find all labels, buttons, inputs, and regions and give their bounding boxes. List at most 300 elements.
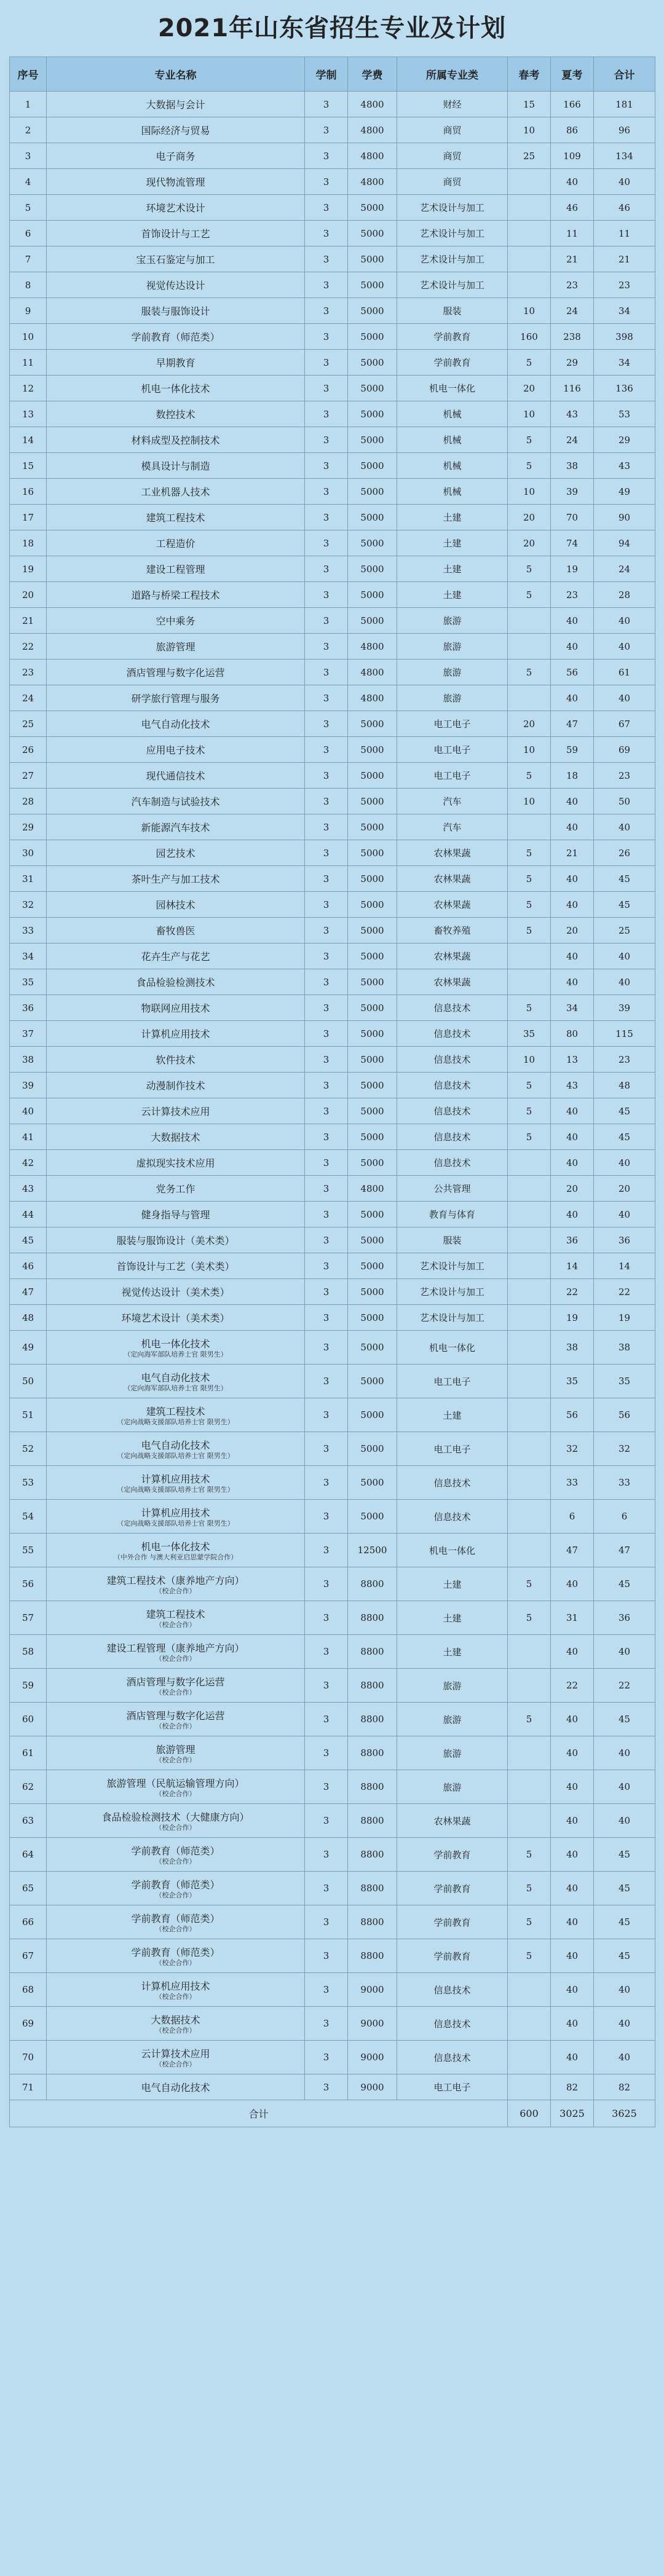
total-cell: 21 <box>594 246 655 272</box>
page-title: 2021年山东省招生专业及计划 <box>157 14 507 42</box>
major-name: 建设工程管理（康养地产方向） <box>106 1642 245 1654</box>
major-name: 建筑工程技术 <box>146 1406 205 1417</box>
major-name: 电气自动化技术 <box>141 1440 210 1451</box>
total-cell: 36 <box>594 1601 655 1635</box>
category-cell: 机械 <box>397 427 508 453</box>
table-row <box>10 1804 655 1838</box>
category-cell: 土建 <box>397 582 508 608</box>
major-name-cell <box>47 246 305 272</box>
duration-cell: 3 <box>305 1098 348 1124</box>
major-name: 视觉传达设计（美术类） <box>121 1286 230 1298</box>
major-name: 计算机应用技术 <box>141 1507 210 1519</box>
duration-cell: 3 <box>305 1365 348 1398</box>
spring-cell <box>508 1736 551 1770</box>
major-name: 新能源汽车技术 <box>141 822 210 833</box>
major-name-cell <box>47 169 305 195</box>
spring-cell: 5 <box>508 556 551 582</box>
spring-cell <box>508 195 551 221</box>
major-name: 学前教育（师范类） <box>131 1879 220 1891</box>
spring-cell <box>508 608 551 634</box>
duration-cell: 3 <box>305 969 348 995</box>
major-name-cell <box>47 1398 305 1432</box>
duration-cell: 3 <box>305 246 348 272</box>
major-name: 云计算技术应用 <box>141 2048 210 2060</box>
fee-cell: 8800 <box>348 1770 397 1804</box>
fee-cell: 5000 <box>348 1124 397 1150</box>
total-cell: 6 <box>594 1500 655 1534</box>
table-row <box>10 1567 655 1601</box>
duration-cell: 3 <box>305 1305 348 1331</box>
fee-cell: 4800 <box>348 117 397 143</box>
major-name-cell <box>47 1703 305 1736</box>
duration-cell: 3 <box>305 2041 348 2074</box>
duration-cell: 3 <box>305 1872 348 1905</box>
duration-cell: 3 <box>305 582 348 608</box>
major-name: 旅游管理 <box>156 641 196 653</box>
row-no-cell: 44 <box>10 1202 47 1227</box>
major-note: （校企合作） <box>155 1824 196 1832</box>
category-cell: 信息技术 <box>397 1466 508 1500</box>
table-row <box>10 1202 655 1227</box>
fee-cell: 5000 <box>348 221 397 246</box>
major-name: 环境艺术设计 <box>146 202 205 214</box>
fee-cell: 5000 <box>348 969 397 995</box>
major-note: （校企合作） <box>155 2027 196 2034</box>
category-cell: 旅游 <box>397 608 508 634</box>
table-row <box>10 892 655 918</box>
table-row <box>10 1669 655 1703</box>
fee-cell: 5000 <box>348 556 397 582</box>
fee-cell: 5000 <box>348 1279 397 1305</box>
total-cell: 40 <box>594 1150 655 1176</box>
category-cell: 艺术设计与加工 <box>397 195 508 221</box>
row-no-cell: 27 <box>10 763 47 789</box>
major-name-cell <box>47 1021 305 1047</box>
summer-cell: 23 <box>551 272 594 298</box>
spring-cell <box>508 1635 551 1669</box>
duration-cell: 3 <box>305 221 348 246</box>
category-cell: 农林果蔬 <box>397 866 508 892</box>
row-no-cell: 30 <box>10 840 47 866</box>
row-no-cell: 40 <box>10 1098 47 1124</box>
spring-cell <box>508 634 551 660</box>
major-name-cell <box>47 1736 305 1770</box>
spring-cell <box>508 1534 551 1567</box>
spring-cell: 15 <box>508 92 551 117</box>
enrollment-table <box>9 57 655 2127</box>
row-no-cell: 49 <box>10 1331 47 1365</box>
summer-cell: 40 <box>551 2007 594 2041</box>
spring-cell: 5 <box>508 995 551 1021</box>
category-cell: 土建 <box>397 1601 508 1635</box>
duration-cell: 3 <box>305 892 348 918</box>
fee-cell: 5000 <box>348 711 397 737</box>
header-row <box>10 57 655 92</box>
major-name: 酒店管理与数字化运营 <box>126 667 225 679</box>
row-no-cell: 7 <box>10 246 47 272</box>
fee-cell: 5000 <box>348 1073 397 1098</box>
table-row <box>10 995 655 1021</box>
major-name-cell <box>47 1176 305 1202</box>
major-name: 学前教育（师范类） <box>131 1913 220 1924</box>
major-name-cell <box>47 376 305 401</box>
major-name: 电气自动化技术 <box>141 719 210 730</box>
row-no-cell: 60 <box>10 1703 47 1736</box>
category-cell: 信息技术 <box>397 1124 508 1150</box>
table-row <box>10 1176 655 1202</box>
summer-cell: 40 <box>551 1202 594 1227</box>
row-no-cell: 32 <box>10 892 47 918</box>
row-no-cell: 52 <box>10 1432 47 1466</box>
summer-cell: 40 <box>551 685 594 711</box>
duration-cell: 3 <box>305 943 348 969</box>
table-row <box>10 1939 655 1973</box>
major-name-cell <box>47 1365 305 1398</box>
row-no-cell: 46 <box>10 1253 47 1279</box>
row-no-cell: 66 <box>10 1905 47 1939</box>
duration-cell: 3 <box>305 660 348 685</box>
category-cell: 电工电子 <box>397 1432 508 1466</box>
total-cell: 33 <box>594 1466 655 1500</box>
summer-cell: 22 <box>551 1279 594 1305</box>
total-cell: 69 <box>594 737 655 763</box>
summer-cell: 13 <box>551 1047 594 1073</box>
summer-cell: 19 <box>551 1305 594 1331</box>
total-cell: 19 <box>594 1305 655 1331</box>
fee-cell: 5000 <box>348 1227 397 1253</box>
row-no-cell: 19 <box>10 556 47 582</box>
spring-cell <box>508 943 551 969</box>
fee-cell: 5000 <box>348 737 397 763</box>
spring-cell <box>508 1202 551 1227</box>
category-cell: 汽车 <box>397 814 508 840</box>
total-cell: 23 <box>594 272 655 298</box>
table-row <box>10 1253 655 1279</box>
major-note: （校企合作） <box>155 2060 196 2068</box>
category-cell: 商贸 <box>397 169 508 195</box>
total-row <box>10 2100 655 2127</box>
table-row <box>10 1098 655 1124</box>
category-cell: 旅游 <box>397 1770 508 1804</box>
fee-cell: 8800 <box>348 1905 397 1939</box>
fee-cell: 8800 <box>348 1669 397 1703</box>
summer-cell: 43 <box>551 1073 594 1098</box>
table-row <box>10 840 655 866</box>
duration-cell: 3 <box>305 1253 348 1279</box>
major-note: （中外合作 与澳大利亚启思蒙学院合作） <box>113 1553 238 1561</box>
row-no-cell: 17 <box>10 505 47 530</box>
fee-cell: 5000 <box>348 272 397 298</box>
fee-cell: 5000 <box>348 376 397 401</box>
category-cell: 信息技术 <box>397 995 508 1021</box>
row-no-cell: 13 <box>10 401 47 427</box>
table-row <box>10 1466 655 1500</box>
major-name-cell <box>47 1073 305 1098</box>
row-no-cell: 51 <box>10 1398 47 1432</box>
row-no-cell: 69 <box>10 2007 47 2041</box>
summer-cell: 38 <box>551 453 594 479</box>
header-cell-fee: 学费 <box>348 57 397 92</box>
major-name-cell <box>47 660 305 685</box>
major-name-cell <box>47 350 305 376</box>
spring-cell <box>508 2007 551 2041</box>
summer-cell: 40 <box>551 1150 594 1176</box>
summer-cell: 40 <box>551 1098 594 1124</box>
major-note: （校企合作） <box>155 1688 196 1696</box>
summer-cell: 20 <box>551 918 594 943</box>
category-cell: 电工电子 <box>397 711 508 737</box>
table-row <box>10 1770 655 1804</box>
table-row <box>10 969 655 995</box>
duration-cell: 3 <box>305 1124 348 1150</box>
category-cell: 机械 <box>397 453 508 479</box>
total-cell: 67 <box>594 711 655 737</box>
duration-cell: 3 <box>305 1202 348 1227</box>
major-note: （定向战略支援部队培养士官 限男生） <box>117 1418 234 1426</box>
row-no-cell: 59 <box>10 1669 47 1703</box>
row-no-cell: 39 <box>10 1073 47 1098</box>
total-cell: 134 <box>594 143 655 169</box>
duration-cell: 3 <box>305 401 348 427</box>
major-name-cell <box>47 117 305 143</box>
category-cell: 财经 <box>397 92 508 117</box>
total-all: 3625 <box>594 2100 655 2127</box>
major-name: 服装与服饰设计（美术类） <box>116 1235 235 1247</box>
row-no-cell: 2 <box>10 117 47 143</box>
summer-cell: 40 <box>551 814 594 840</box>
fee-cell: 5000 <box>348 298 397 324</box>
category-cell: 机电一体化 <box>397 376 508 401</box>
major-name: 首饰设计与工艺 <box>141 228 210 240</box>
table-row <box>10 737 655 763</box>
major-name-cell <box>47 995 305 1021</box>
category-cell: 电工电子 <box>397 763 508 789</box>
category-cell: 艺术设计与加工 <box>397 1279 508 1305</box>
category-cell: 商贸 <box>397 117 508 143</box>
summer-cell: 40 <box>551 169 594 195</box>
major-name-cell <box>47 2074 305 2100</box>
spring-cell: 20 <box>508 376 551 401</box>
category-cell: 旅游 <box>397 1736 508 1770</box>
category-cell: 学前教育 <box>397 1872 508 1905</box>
fee-cell: 9000 <box>348 1973 397 2007</box>
total-cell: 45 <box>594 1905 655 1939</box>
summer-cell: 109 <box>551 143 594 169</box>
category-cell: 信息技术 <box>397 1500 508 1534</box>
major-name: 应用电子技术 <box>146 744 205 756</box>
major-note: （校企合作） <box>155 1756 196 1764</box>
duration-cell: 3 <box>305 1279 348 1305</box>
major-name-cell <box>47 582 305 608</box>
total-cell: 40 <box>594 1973 655 2007</box>
spring-cell: 10 <box>508 401 551 427</box>
major-name-cell <box>47 1227 305 1253</box>
spring-cell: 5 <box>508 1905 551 1939</box>
table-row <box>10 1047 655 1073</box>
total-cell: 45 <box>594 1098 655 1124</box>
table-row <box>10 1635 655 1669</box>
total-cell: 96 <box>594 117 655 143</box>
major-name: 环境艺术设计（美术类） <box>121 1312 230 1324</box>
major-name: 研学旅行管理与服务 <box>131 693 220 704</box>
total-cell: 50 <box>594 789 655 814</box>
spring-cell <box>508 1432 551 1466</box>
major-name-cell <box>47 1150 305 1176</box>
total-cell: 181 <box>594 92 655 117</box>
category-cell: 商贸 <box>397 143 508 169</box>
major-name-cell <box>47 2007 305 2041</box>
table-row <box>10 376 655 401</box>
major-name-cell <box>47 711 305 737</box>
table-row <box>10 530 655 556</box>
table-row <box>10 1973 655 2007</box>
row-no-cell: 12 <box>10 376 47 401</box>
fee-cell: 8800 <box>348 1567 397 1601</box>
duration-cell: 3 <box>305 737 348 763</box>
duration-cell: 3 <box>305 1736 348 1770</box>
summer-cell: 40 <box>551 1124 594 1150</box>
table-row <box>10 2041 655 2074</box>
major-name: 建筑工程技术（康养地产方向） <box>106 1575 245 1586</box>
row-no-cell: 4 <box>10 169 47 195</box>
summer-cell: 11 <box>551 221 594 246</box>
table-row <box>10 1703 655 1736</box>
fee-cell: 4800 <box>348 169 397 195</box>
duration-cell: 3 <box>305 530 348 556</box>
header-cell-category: 所属专业类 <box>397 57 508 92</box>
spring-cell: 5 <box>508 660 551 685</box>
fee-cell: 8800 <box>348 1635 397 1669</box>
duration-cell: 3 <box>305 608 348 634</box>
row-no-cell: 31 <box>10 866 47 892</box>
fee-cell: 5000 <box>348 943 397 969</box>
row-no-cell: 63 <box>10 1804 47 1838</box>
major-name: 虚拟现实技术应用 <box>136 1157 215 1169</box>
category-cell: 教育与体育 <box>397 1202 508 1227</box>
category-cell: 农林果蔬 <box>397 1804 508 1838</box>
major-name: 茶叶生产与加工技术 <box>131 873 220 885</box>
major-name: 汽车制造与试验技术 <box>131 796 220 808</box>
duration-cell: 3 <box>305 2007 348 2041</box>
total-cell: 22 <box>594 1669 655 1703</box>
fee-cell: 4800 <box>348 1176 397 1202</box>
row-no-cell: 37 <box>10 1021 47 1047</box>
total-cell: 40 <box>594 1804 655 1838</box>
total-cell: 45 <box>594 892 655 918</box>
major-name: 服装与服饰设计 <box>141 305 210 317</box>
category-cell: 学前教育 <box>397 1838 508 1872</box>
table-row <box>10 453 655 479</box>
row-no-cell: 18 <box>10 530 47 556</box>
duration-cell: 3 <box>305 324 348 350</box>
spring-cell: 5 <box>508 866 551 892</box>
row-no-cell: 16 <box>10 479 47 505</box>
major-name: 建设工程管理 <box>146 564 205 575</box>
summer-cell: 36 <box>551 1227 594 1253</box>
major-name: 材料成型及控制技术 <box>131 435 220 446</box>
duration-cell: 3 <box>305 1500 348 1534</box>
total-cell: 26 <box>594 840 655 866</box>
duration-cell: 3 <box>305 840 348 866</box>
major-name: 计算机应用技术 <box>141 1473 210 1485</box>
header-cell-spring: 春考 <box>508 57 551 92</box>
summer-cell: 21 <box>551 246 594 272</box>
summer-cell: 14 <box>551 1253 594 1279</box>
major-note: （校企合作） <box>155 1925 196 1933</box>
major-name: 现代物流管理 <box>146 176 205 188</box>
summer-cell: 32 <box>551 1432 594 1466</box>
major-name: 机电一体化技术 <box>141 1541 210 1553</box>
total-cell: 40 <box>594 685 655 711</box>
summer-cell: 40 <box>551 1939 594 1973</box>
table-body <box>10 92 655 2100</box>
fee-cell: 8800 <box>348 1939 397 1973</box>
duration-cell: 3 <box>305 1176 348 1202</box>
fee-cell: 5000 <box>348 1202 397 1227</box>
fee-cell: 5000 <box>348 401 397 427</box>
spring-cell <box>508 1150 551 1176</box>
summer-cell: 166 <box>551 92 594 117</box>
fee-cell: 5000 <box>348 814 397 840</box>
duration-cell: 3 <box>305 711 348 737</box>
total-cell: 25 <box>594 918 655 943</box>
summer-cell: 34 <box>551 995 594 1021</box>
fee-cell: 5000 <box>348 1253 397 1279</box>
fee-cell: 4800 <box>348 634 397 660</box>
row-no-cell: 47 <box>10 1279 47 1305</box>
fee-cell: 8800 <box>348 1838 397 1872</box>
major-name: 电气自动化技术 <box>141 2082 210 2093</box>
spring-cell: 20 <box>508 505 551 530</box>
major-note: （定向战略支援部队培养士官 限男生） <box>117 1519 234 1527</box>
fee-cell: 5000 <box>348 1021 397 1047</box>
major-name: 酒店管理与数字化运营 <box>126 1676 225 1688</box>
total-cell: 23 <box>594 1047 655 1073</box>
row-no-cell: 8 <box>10 272 47 298</box>
summer-cell: 40 <box>551 866 594 892</box>
duration-cell: 3 <box>305 376 348 401</box>
table-row <box>10 789 655 814</box>
duration-cell: 3 <box>305 1838 348 1872</box>
summer-cell: 40 <box>551 1973 594 2007</box>
summer-cell: 40 <box>551 608 594 634</box>
spring-cell <box>508 814 551 840</box>
major-note: （校企合作） <box>155 1621 196 1629</box>
major-name: 道路与桥梁工程技术 <box>131 589 220 601</box>
fee-cell: 8800 <box>348 1736 397 1770</box>
row-no-cell: 65 <box>10 1872 47 1905</box>
total-cell: 398 <box>594 324 655 350</box>
category-cell: 机电一体化 <box>397 1331 508 1365</box>
major-name-cell <box>47 143 305 169</box>
summer-cell: 40 <box>551 1567 594 1601</box>
major-name: 软件技术 <box>156 1054 196 1066</box>
fee-cell: 5000 <box>348 1365 397 1398</box>
spring-cell <box>508 1365 551 1398</box>
duration-cell: 3 <box>305 453 348 479</box>
duration-cell: 3 <box>305 1021 348 1047</box>
row-no-cell: 42 <box>10 1150 47 1176</box>
table-row <box>10 1432 655 1466</box>
fee-cell: 9000 <box>348 2074 397 2100</box>
total-cell: 45 <box>594 1838 655 1872</box>
summer-cell: 56 <box>551 1398 594 1432</box>
total-cell: 115 <box>594 1021 655 1047</box>
table-row <box>10 169 655 195</box>
duration-cell: 3 <box>305 1635 348 1669</box>
total-cell: 23 <box>594 763 655 789</box>
table-row <box>10 1601 655 1635</box>
